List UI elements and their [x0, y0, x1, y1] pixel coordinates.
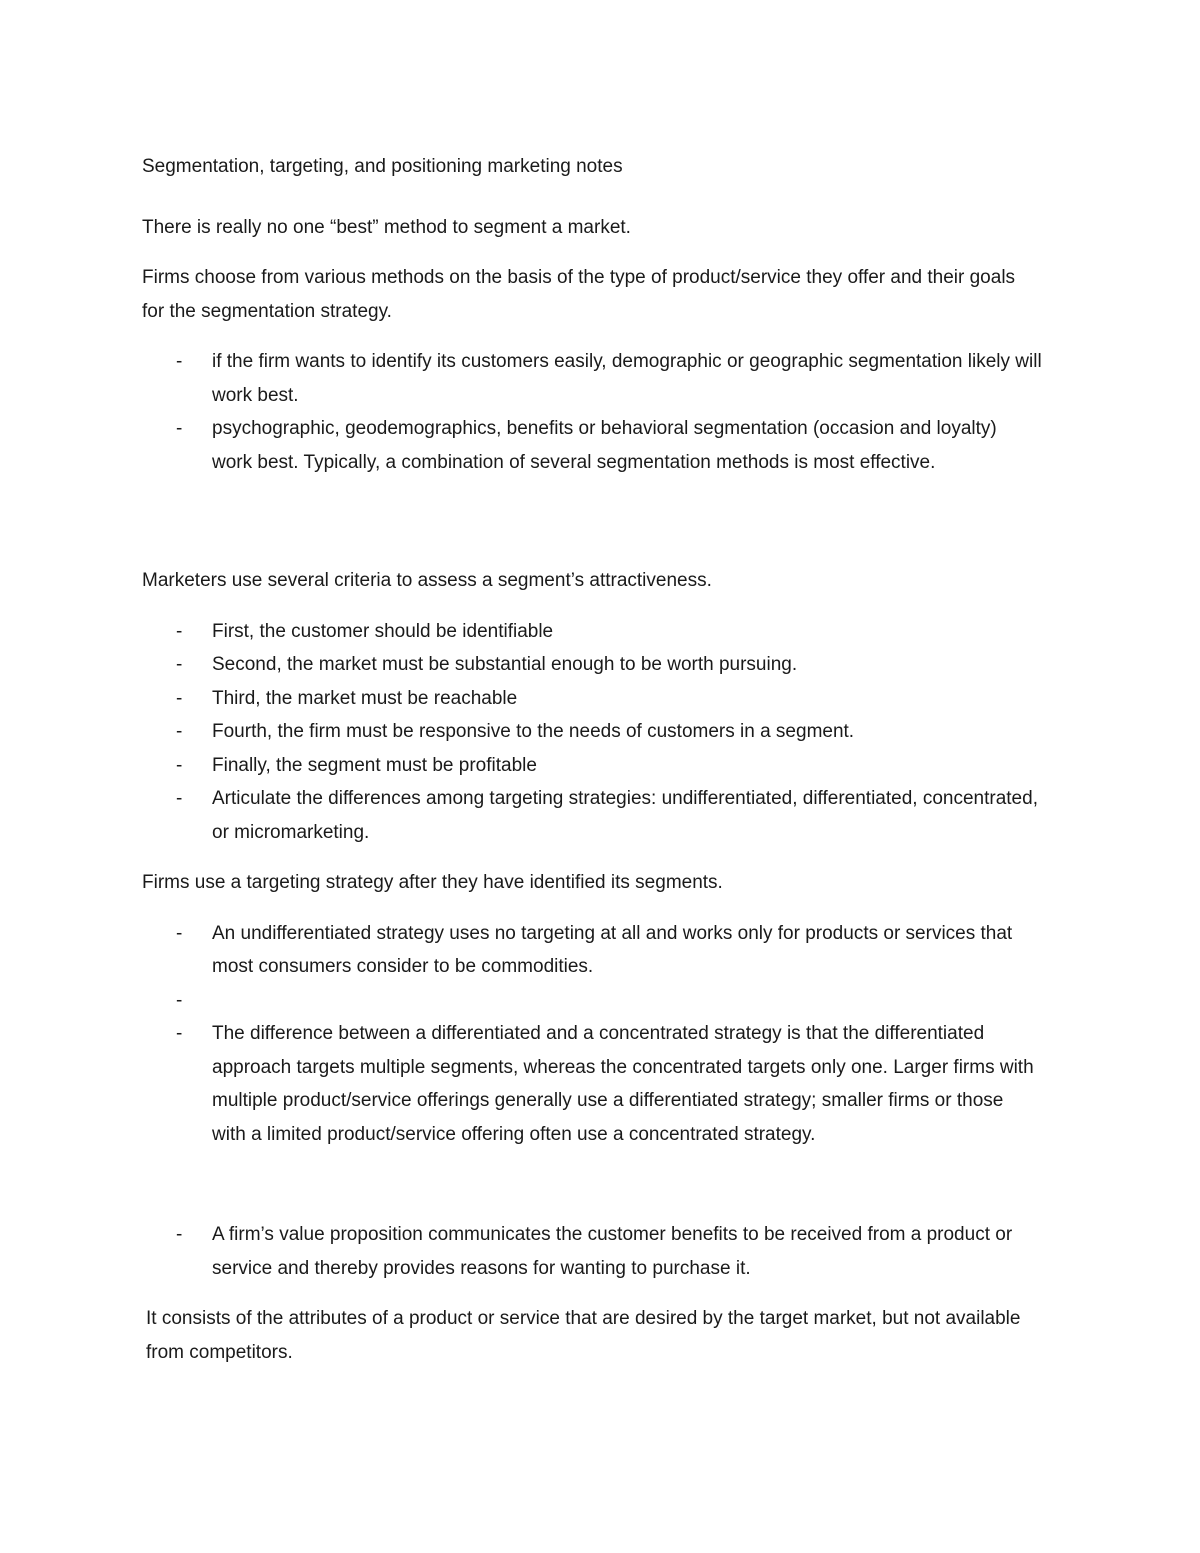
list-item-text: An undifferentiated strategy uses no targeting at all and works only for products or services that most consumers consider to be commodities.: [212, 922, 1013, 977]
dash-bullet: -: [176, 687, 183, 709]
document-title: Segmentation, targeting, and positioning marketing notes: [142, 156, 623, 177]
dash-bullet: -: [176, 721, 183, 742]
list-item-text: Third, the market must be reachable: [212, 687, 518, 709]
dash-bullet: -: [176, 788, 183, 809]
list-item: [142, 715, 1042, 749]
list-item-text: First, the customer should be identifiable: [212, 620, 554, 642]
dash-bullet: -: [176, 1224, 183, 1245]
dash-bullet: -: [176, 1023, 183, 1044]
dash-bullet: -: [176, 754, 183, 776]
intro-paragraph: There is really no one “best” method to segment a market.: [142, 216, 631, 238]
list-item: [142, 648, 1042, 682]
list-item-text: A firm’s value proposition communicates the customer benefits to be received from a product or service and thereby provides reasons for wanting to purchase it.: [212, 1224, 1013, 1279]
methods-list: [142, 345, 1042, 479]
list-item: [142, 782, 1042, 849]
list-item: [142, 682, 1042, 716]
spacer: [142, 1151, 1042, 1218]
list-item-text: The difference between a differentiated and a concentrated strategy is that the differentiated approach targets multiple segments, whereas the concentrated targets only one. Larger firms with multiple product/service offerings generally use a differentiated strategy; smaller firms or those with a limited product/service offering often use a concentrated strategy.: [212, 1023, 1034, 1145]
dash-bullet: -: [176, 922, 183, 944]
list-item: [142, 615, 1042, 649]
list-item: [142, 345, 1042, 412]
dash-bullet: -: [176, 418, 183, 439]
dash-bullet: -: [176, 654, 183, 675]
dash-bullet: -: [176, 351, 183, 372]
list-item: [142, 984, 1042, 1018]
methods-paragraph: Firms choose from various methods on the basis of the type of product/service they offer and their goals for the segmentation strategy.: [142, 267, 1016, 322]
list-item-text: Articulate the differences among targeting strategies: undifferentiated, differentiated, concentrated, or micromarketing.: [212, 788, 1038, 843]
criteria-paragraph: Marketers use several criteria to assess a segment’s attractiveness.: [142, 570, 712, 591]
list-item: [142, 917, 1042, 984]
targeting-paragraph: Firms use a targeting strategy after they have identified its segments.: [142, 872, 723, 893]
criteria-list: [142, 615, 1042, 850]
list-item: [142, 1017, 1042, 1151]
dash-bullet: -: [176, 989, 183, 1011]
final-paragraph: It consists of the attributes of a product or service that are desired by the target market, but not available from competitors.: [146, 1308, 1021, 1363]
list-item-text: psychographic, geodemographics, benefits or behavioral segmentation (occasion and loyalty) work best. Typically, a combination of several segmentation methods is most effective.: [212, 418, 997, 473]
spacer: [142, 496, 1042, 564]
dash-bullet: -: [176, 620, 183, 642]
list-item: [142, 1218, 1042, 1285]
list-item-text: Second, the market must be substantial enough to be worth pursuing.: [212, 654, 798, 675]
list-item-text: if the firm wants to identify its customers easily, demographic or geographic segmentation likely will work best.: [212, 351, 1042, 406]
targeting-list: [142, 917, 1042, 1152]
list-item-text: Fourth, the firm must be responsive to the needs of customers in a segment.: [212, 721, 855, 742]
document-body: [142, 150, 1042, 1386]
list-item: [142, 749, 1042, 783]
value-proposition-list: [142, 1218, 1042, 1285]
list-item-text: Finally, the segment must be profitable: [212, 754, 537, 776]
list-item: [142, 412, 1042, 479]
